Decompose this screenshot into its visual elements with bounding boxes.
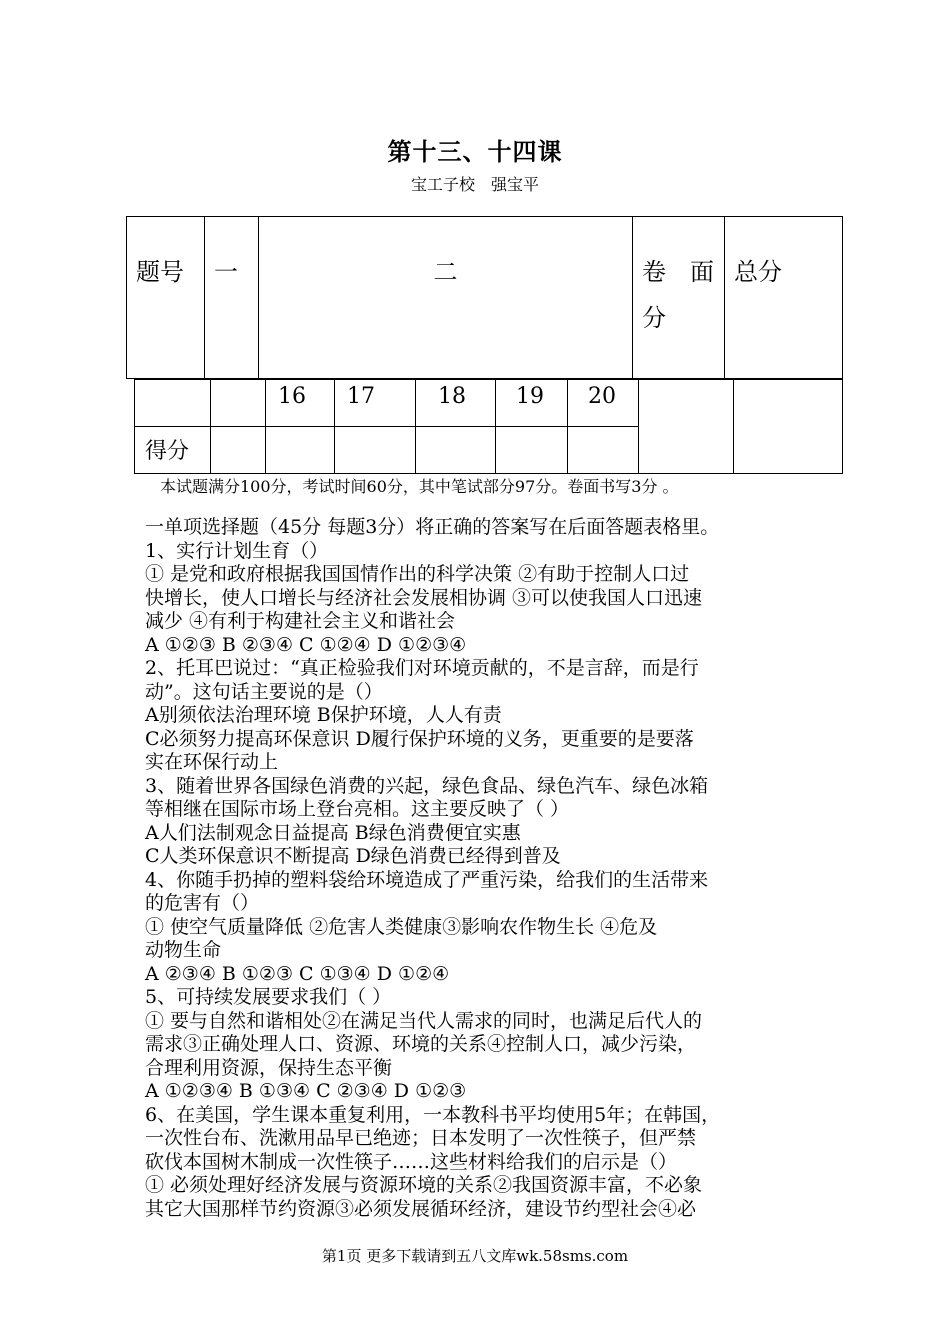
- page-footer: 第1页 更多下载请到五八文库wk.58sms.com: [321, 1247, 629, 1265]
- question-line: 的危害有（）: [145, 892, 260, 914]
- score-label: 得分: [135, 427, 211, 474]
- question-line: ① 要与自然和谐相处②在满足当代人需求的同时，也满足后代人的: [145, 1009, 703, 1032]
- question-line: 合理利用资源，保持生态平衡: [145, 1056, 393, 1079]
- score-table-body: [134, 379, 843, 474]
- col-header-19: 19: [496, 380, 568, 427]
- cell-total: 总分: [725, 217, 843, 379]
- question-line: 需求③正确处理人口、资源、环境的关系④控制人口，减少污染，: [145, 1033, 697, 1055]
- question-line: C必须努力提高环保意识 D履行保护环境的义务，更重要的是要落: [145, 727, 694, 750]
- author-line: 宝工子校 强宝平: [410, 175, 539, 194]
- question-line: ① 是党和政府根据我国国情作出的科学决策 ②有助于控制人口过: [145, 563, 690, 585]
- question-line: A ①②③ B ②③④ C ①②④ D ①②③④: [145, 633, 467, 656]
- question-line: 1、实行计划生育（）: [145, 539, 329, 562]
- question-line: ① 必须处理好经济发展与资源环境的关系②我国资源丰富，不必象: [145, 1174, 703, 1196]
- page-title: 第十三、十四课: [387, 137, 563, 166]
- col-header-16: 16: [266, 380, 335, 427]
- question-line: 动”。这句话主要说的是（）: [145, 680, 383, 703]
- cell-juanmian: [633, 217, 725, 379]
- score-cell: [416, 427, 496, 474]
- exam-notice: 本试题满分100分，考试时间60分，其中笔试部分97分。卷面书写3分 。: [160, 477, 679, 496]
- juanmian-label: 卷 面: [642, 258, 714, 286]
- question-line: 减少 ④有利于构建社会主义和谐社会: [145, 610, 456, 632]
- score-cell: [496, 427, 568, 474]
- question-line: 一次性台布、洗漱用品早已绝迹；日本发明了一次性筷子，但严禁: [145, 1127, 697, 1149]
- cell-part-two: 二: [259, 217, 633, 379]
- blank-cell: [135, 380, 211, 427]
- cell-tihao: 题号: [127, 217, 205, 379]
- score-cell: [335, 427, 416, 474]
- question-line: 一单项选择题（45分 每题3分）将正确的答案写在后面答题表格里。: [145, 516, 720, 538]
- question-line: 4、你随手扔掉的塑料袋给环境造成了严重污染，给我们的生活带来: [145, 868, 709, 891]
- question-line: 3、随着世界各国绿色消费的兴起，绿色食品、绿色汽车、绿色冰箱: [145, 774, 709, 797]
- juanmian-score-cell: [639, 380, 734, 474]
- score-cell: [568, 427, 639, 474]
- question-line: ① 使空气质量降低 ②危害人类健康③影响农作物生长 ④危及: [145, 915, 658, 938]
- col-header-20: 20: [568, 380, 639, 427]
- question-line: 实在环保行动上: [145, 751, 279, 773]
- juanmian-label-line2: 分: [642, 304, 666, 332]
- question-line: 动物生命: [145, 939, 222, 961]
- question-line: A别须依法治理环境 B保护环境，人人有责: [145, 704, 502, 726]
- cell-part-one: 一: [205, 217, 259, 379]
- score-cell: [211, 427, 266, 474]
- blank-cell: [211, 380, 266, 427]
- question-line: 砍伐本国树木制成一次性筷子……这些材料给我们的启示是（）: [145, 1150, 678, 1173]
- col-header-18: 18: [416, 380, 496, 427]
- question-line: 其它大国那样节约资源③必须发展循环经济，建设节约型社会④必: [145, 1197, 697, 1220]
- question-line: A人们法制观念日益提高 B绿色消费便宜实惠: [145, 821, 521, 844]
- question-line: 5、可持续发展要求我们（ ）: [145, 986, 392, 1008]
- question-line: 2、托耳巴说过：“真正检验我们对环境贡献的，不是言辞，而是行: [145, 657, 699, 679]
- question-line: 快增长，使人口增长与经济社会发展相协调 ③可以使我国人口迅速: [145, 586, 703, 609]
- question-body: [145, 516, 815, 1221]
- question-line: A ②③④ B ①②③ C ①③④ D ①②④: [145, 962, 450, 985]
- question-line: C人类环保意识不断提高 D绿色消费已经得到普及: [145, 845, 561, 867]
- question-line: 等相继在国际市场上登台亮相。这主要反映了（ ）: [145, 798, 570, 820]
- score-table-header: [126, 216, 843, 379]
- total-score-cell: [734, 380, 843, 474]
- col-header-17: 17: [335, 380, 416, 427]
- score-cell: [266, 427, 335, 474]
- question-line: 6、在美国，学生课本重复利用，一本教科书平均使用5年；在韩国，: [145, 1103, 721, 1126]
- question-line: A ①②③④ B ①③④ C ②③④ D ①②③: [145, 1080, 467, 1102]
